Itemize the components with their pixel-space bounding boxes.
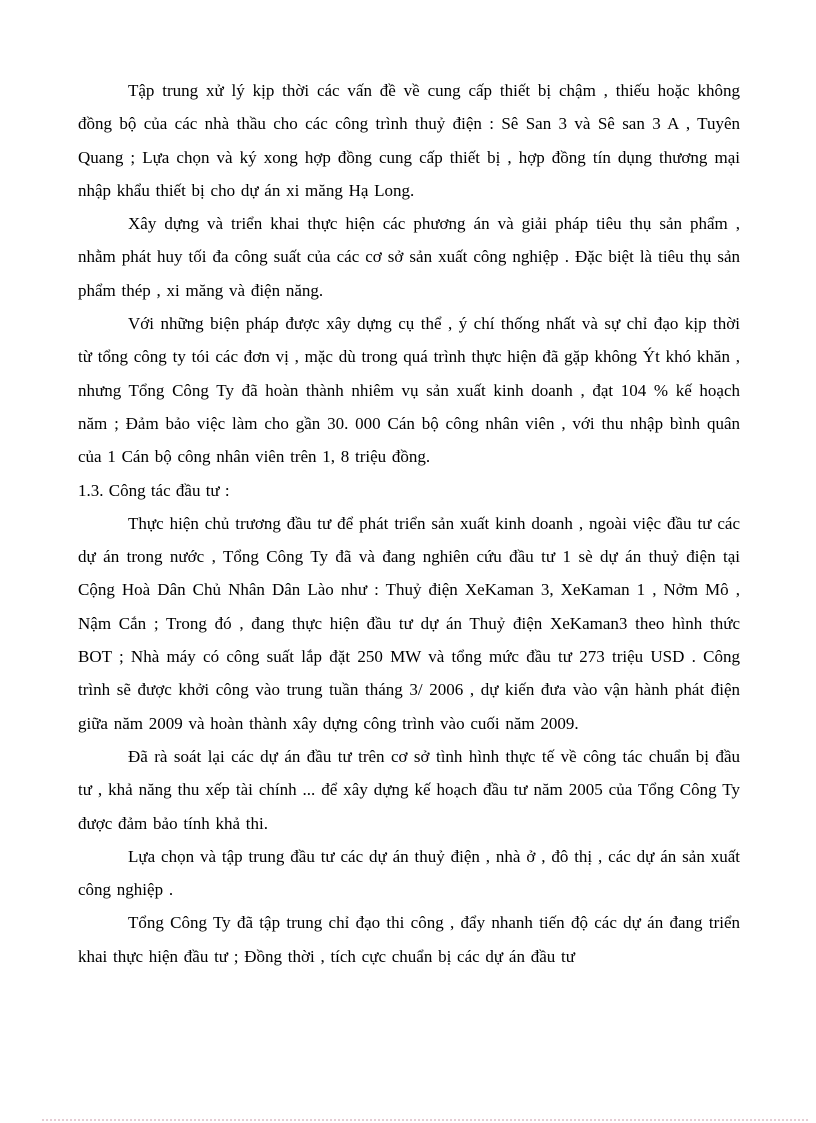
paragraph-laos-hydropower-projects: Thực hiện chủ trương đầu tư để phát triển sản xuất kinh doanh , ngoài việc đầu tư các dự án trong nước , Tổng Công Ty đã và đang nghiên cứu đầu tư 1 sè dự án thuỷ điện tại Cộng Hoà Dân Chủ Nhân Dân Lào như : Thuỷ điện XeKaman 3, XeKaman 1 , Nởm Mô , Nậm Cắn ; Trong đó , đang thực hiện đầu tư dự án Thuỷ điện XeKaman3 theo hình thức BOT ; Nhà máy có công suất lắp đặt 250 MW và tổng mức đầu tư 273 triệu USD . Công trình sẽ được khởi công vào trung tuần tháng 3/ 2006 , dự kiến đưa vào vận hành phát điện giữa năm 2009 và hoàn thành xây dựng công trình vào cuối năm 2009. [78, 513, 740, 733]
paragraph-business-results: Với những biện pháp được xây dựng cụ thể , ý chí thống nhất và sự chỉ đạo kịp thời từ tổng công ty tói các đơn vị , mặc dù trong quá trình thực hiện đã gặp không Ýt khó khăn , nhưng Tổng Công Ty đã hoàn thành nhiêm vụ sản xuất kinh doanh , đạt 104 % kế hoạch năm ; Đảm bảo việc làm cho gần 30. 000 Cán bộ công nhân viên , với thu nhập bình quân của 1 Cán bộ công nhân viên trên 1, 8 triệu đồng. [78, 314, 740, 467]
paragraph-equipment-supply: Tập trung xử lý kịp thời các vấn đề về cung cấp thiết bị chậm , thiếu hoặc không đồng bộ của các nhà thầu cho các công trình thuỷ điện : Sê San 3 và Sê san 3 A , Tuyên Quang ; Lựa chọn và ký xong hợp đồng cung cấp thiết bị , hợp đồng tín dụng thương mại nhập khẩu thiết bị cho dự án xi măng Hạ Long. [78, 81, 740, 200]
paragraph-investment-selection: Lựa chọn và tập trung đầu tư các dự án thuỷ điện , nhà ở , đô thị , các dự án sản xuất công nghiệp . [78, 846, 740, 900]
paragraph-construction-progress: Tổng Công Ty đã tập trung chỉ đạo thi công , đẩy nhanh tiến độ các dự án đang triển khai thực hiện đầu tư ; Đồng thời , tích cực chuẩn bị các dự án đầu tư [78, 913, 740, 966]
section-heading-investment: 1.3. Công tác đầu tư : [78, 480, 230, 500]
paragraph-project-review: Đã rà soát lại các dự án đầu tư trên cơ sở tình hình thực tế về công tác chuẩn bị đầu tư , khả năng thu xếp tài chính ... để xây dựng kế hoạch đầu tư năm 2005 của Tổng Công Ty được đảm bảo tính khả thi. [78, 746, 740, 833]
page-bottom-dotted-line [42, 1119, 808, 1121]
paragraph-consumption-plans: Xây dựng và triển khai thực hiện các phương án và giải pháp tiêu thụ sản phẩm , nhằm phát huy tối đa công suất của các cơ sở sản xuất công nghiệp . Đặc biệt là tiêu thụ sản phẩm thép , xi măng và điện năng. [78, 214, 740, 300]
